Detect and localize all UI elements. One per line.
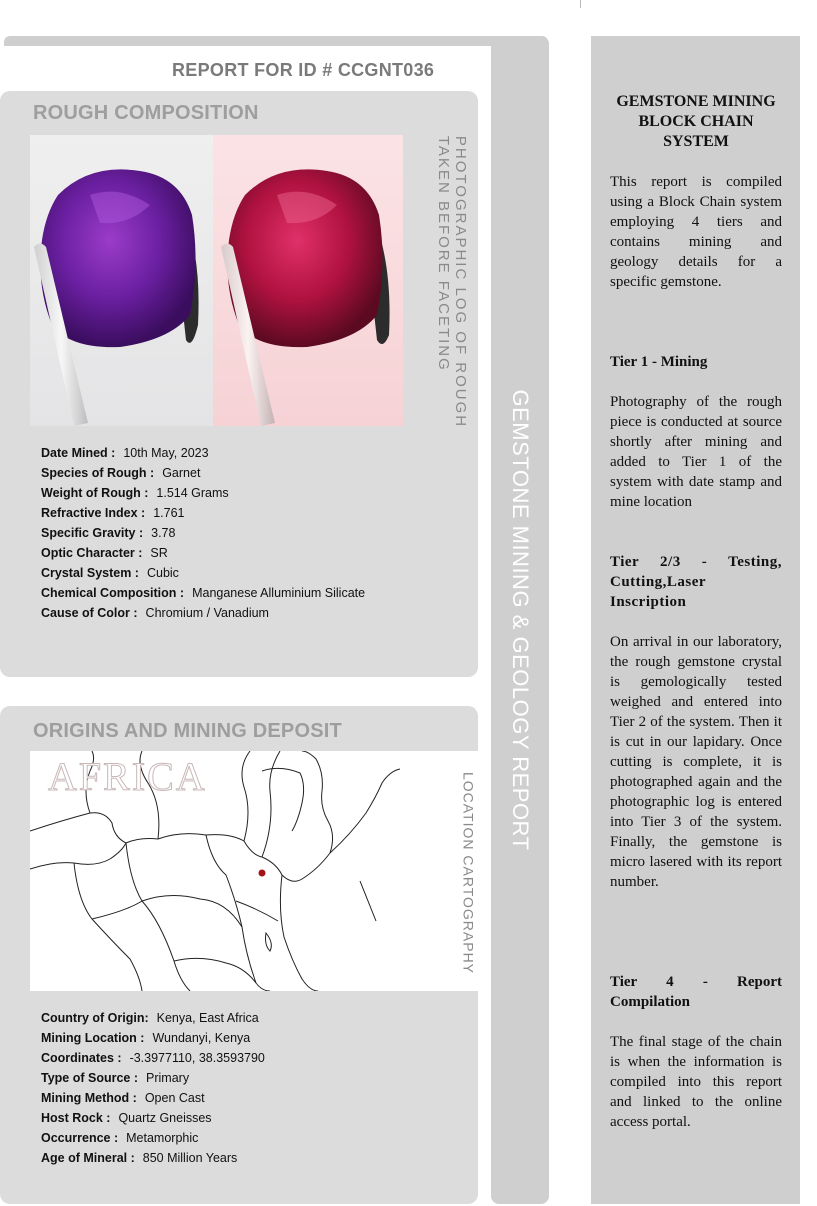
rough-photo-purple (30, 135, 213, 426)
rough-photo-red (213, 135, 403, 426)
tier-4-text: The final stage of the chain is when the information is compiled into this report and linked to the online access portal. (610, 1034, 782, 1130)
photo-log-caption (435, 136, 469, 428)
spec-species: Species of Rough : Garnet (41, 466, 201, 480)
spec-refractive-index: Refractive Index : 1.761 (41, 506, 185, 520)
tier-1-title: Tier 1 - Mining (610, 354, 708, 370)
location-marker (259, 870, 266, 877)
spec-optic-character: Optic Character : SR (41, 546, 168, 560)
top-frame-bar (4, 36, 548, 46)
map-watermark: AFRICA (48, 754, 207, 799)
photo-caption-line-1: PHOTOGRAPHIC LOG OF ROUGH (452, 135, 469, 429)
spec-cause-of-color: Cause of Color : Chromium / Vanadium (41, 606, 269, 620)
tier-2-3-text: On arrival in our laboratory, the rough gemstone crystal is gemologically tested weighed and entered into Tier 2 of the system. Then it is cut in our lapidary. Once cutting is complete, it is photographed again and the photographic log is entered into Tier 3 of the system. Finally, the gemstone is micro lasered with its report number. (610, 634, 782, 890)
blockchain-sidebar (591, 36, 800, 1204)
sidebar-intro: This report is compiled using a Block Chain system employing 4 tiers and contains mining and geology details for a specific gemstone. (610, 174, 782, 290)
spec-coordinates: Coordinates : -3.3977110, 38.3593790 (41, 1051, 265, 1065)
spec-mining-method: Mining Method : Open Cast (41, 1091, 205, 1105)
sidebar-heading: GEMSTONE MINING BLOCK CHAIN SYSTEM (616, 93, 776, 150)
photo-caption-line-2: TAKEN BEFORE FACETING (435, 135, 452, 372)
rough-specs-list (41, 443, 365, 623)
spec-country: Country of Origin: Kenya, East Africa (41, 1011, 259, 1025)
spec-specific-gravity: Specific Gravity : 3.78 (41, 526, 176, 540)
spec-mining-location: Mining Location : Wundanyi, Kenya (41, 1031, 251, 1045)
tier-4-title: Tier 4 - Report Compilation (610, 974, 782, 1010)
spec-chemical-composition: Chemical Composition : Manganese Alluminium Silicate (41, 586, 366, 600)
spec-date-mined: Date Mined : 10th May, 2023 (41, 446, 209, 460)
report-id-heading: REPORT FOR ID # CCGNT036 (172, 60, 435, 80)
spec-host-rock: Host Rock : Quartz Gneisses (41, 1111, 212, 1125)
origin-specs-list (41, 1008, 265, 1168)
spec-crystal-system: Crystal System : Cubic (41, 566, 179, 580)
location-cartography-caption: LOCATION CARTOGRAPHY (460, 771, 477, 975)
africa-map (30, 751, 478, 991)
tier-2-3-title: Tier 2/3 - Testing, Cutting,Laser Inscription (610, 554, 782, 610)
spec-weight: Weight of Rough : 1.514 Grams (41, 486, 229, 500)
tier-1-text: Photography of the rough piece is conducted at source shortly after mining and added to Tier 1 of the system with date stamp and mine location (610, 394, 782, 510)
spine-title: GEMSTONE MINING & GEOLOGY REPORT (508, 389, 533, 851)
rough-composition-title: ROUGH COMPOSITION (33, 102, 259, 124)
top-divider-tick (580, 0, 581, 8)
spec-occurrence: Occurrence : Metamorphic (41, 1131, 199, 1145)
spec-age-of-mineral: Age of Mineral : 850 Million Years (41, 1151, 238, 1165)
spec-type-of-source: Type of Source : Primary (41, 1071, 190, 1085)
origins-title: ORIGINS AND MINING DEPOSIT (33, 720, 342, 742)
